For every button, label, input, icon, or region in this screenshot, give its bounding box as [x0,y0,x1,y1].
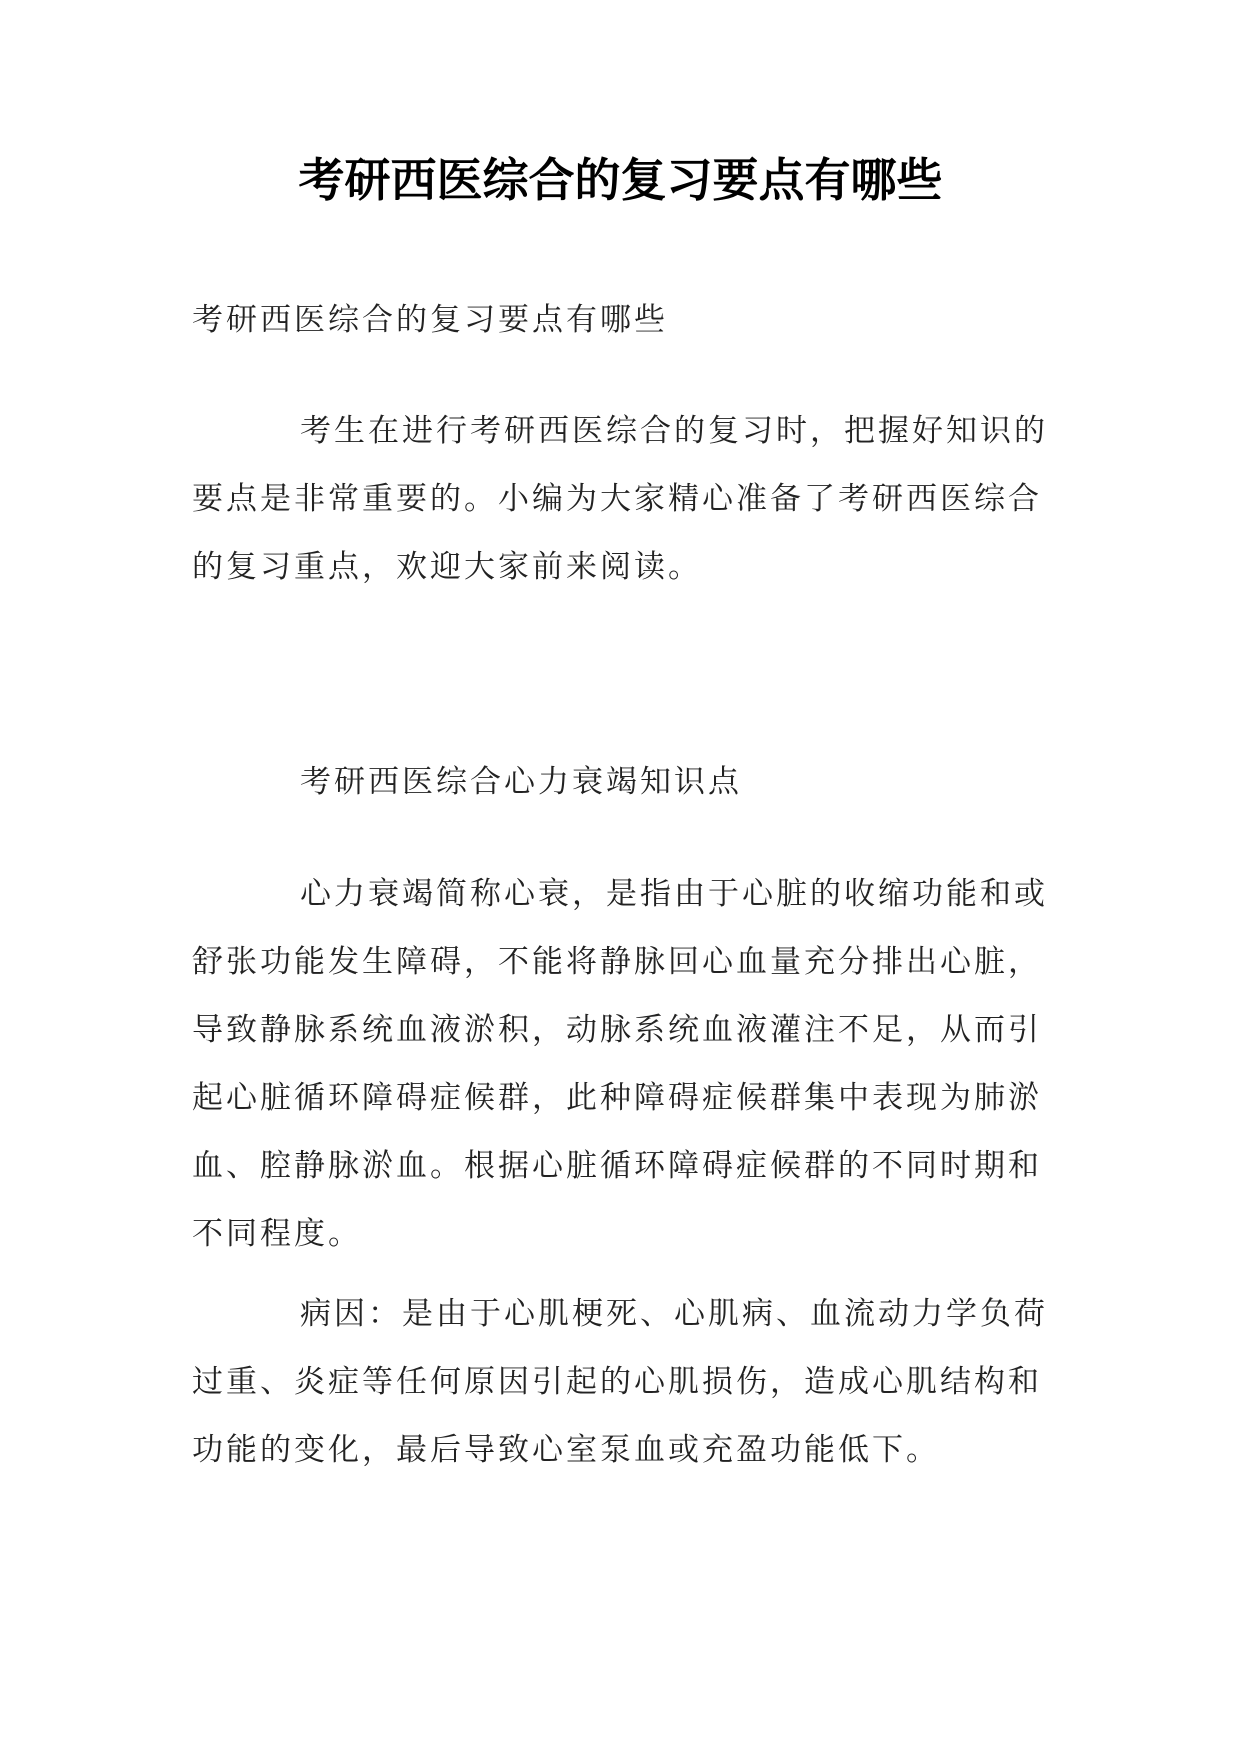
document-subtitle: 考研西医综合的复习要点有哪些 [192,302,668,338]
section-heading: 考研西医综合心力衰竭知识点 [300,764,742,800]
definition-paragraph: 心力衰竭简称心衰，是指由于心脏的收缩功能和或舒张功能发生障碍，不能将静脉回心血量充分排出心脏，导致静脉系统血液淤积，动脉系统血液灌注不足，从而引起心脏循环障碍症候群，此种障碍症候群集中表现为肺淤血、腔静脉淤血。根据心脏循环障碍症候群的不同时期和不同程度。 [192,876,1048,1252]
cause-paragraph: 病因：是由于心肌梗死、心肌病、血流动力学负荷过重、炎症等任何原因引起的心肌损伤，造成心肌结构和功能的变化，最后导致心室泵血或充盈功能低下。 [192,1296,1048,1468]
intro-paragraph: 考生在进行考研西医综合的复习时，把握好知识的要点是非常重要的。小编为大家精心准备了考研西医综合的复习重点，欢迎大家前来阅读。 [192,413,1048,585]
document-title: 考研西医综合的复习要点有哪些 [298,153,943,207]
